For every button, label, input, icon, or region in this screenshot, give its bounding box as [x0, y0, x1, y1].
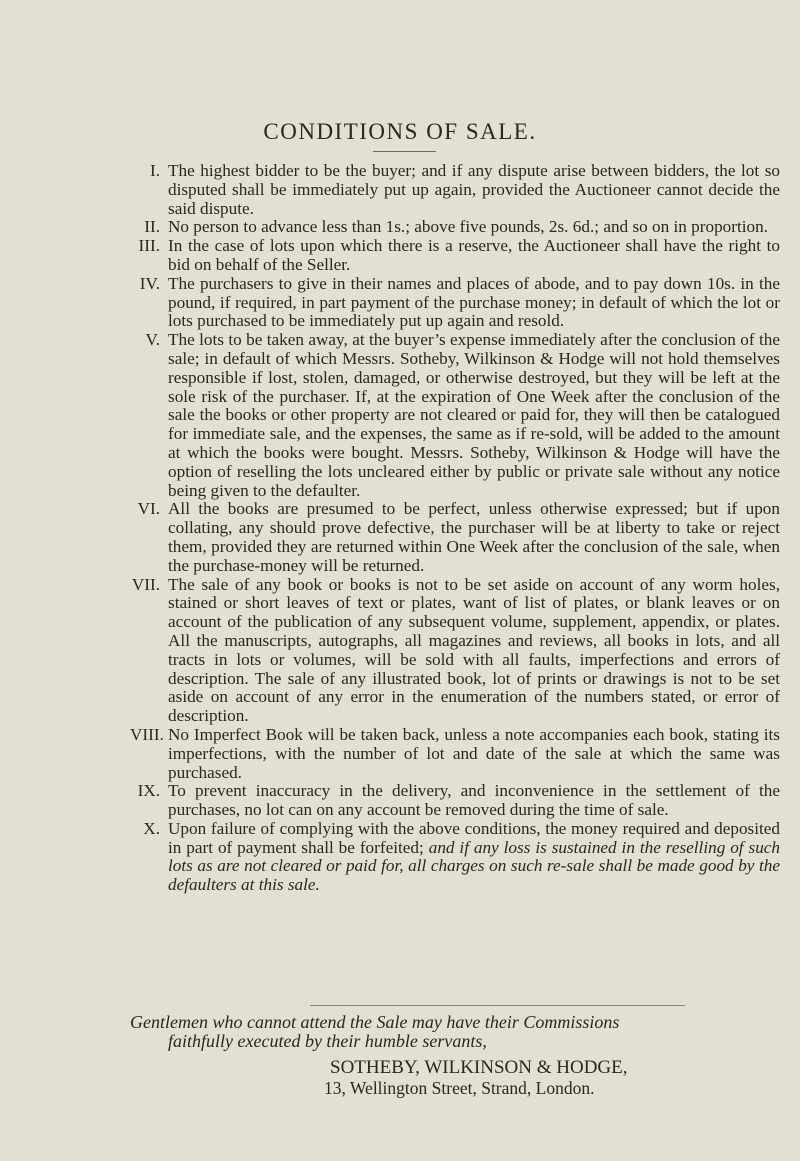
auctioneer-address: 13, Wellington Street, Strand, London.: [324, 1078, 595, 1098]
condition-text: The lots to be taken away, at the buyer’s expense immediately after the conclusion of the sale; in default of which Messrs. Sotheby, Wilkinson & Hodge will not hold themselves responsible if lost, stolen, damaged, or otherwise destroyed, but they will be left at the sole risk of the purchaser. If, at the expiration of One Week after the conclusion of the sale the books or other property are not cleared or paid for, they will then be catalogued for immediate sale, and the expenses, the same as if re-sold, will be added to the amount at which the books were bought. Messrs. Sotheby, Wilkinson & Hodge will have the option of reselling the lots uncleared either by public or private sale without any notice being given to the defaulter.: [168, 330, 780, 500]
closing-divider: [310, 1005, 685, 1006]
condition-text: The purchasers to give in their names and places of abode, and to pay down 10s. in the pound, if required, in part payment of the purchase money; in default of which the lot or lots purchased to be immediately put up again and resold.: [168, 273, 780, 331]
condition-item: [130, 576, 780, 726]
condition-text: No person to advance less than 1s.; above five pounds, 2s. 6d.; and so on in proportion.: [168, 217, 769, 237]
condition-text: No Imperfect Book will be taken back, unless a note accompanies each book, stating its imperfections, with the number of lot and date of the sale at which the same was purchased.: [168, 724, 780, 782]
condition-text: All the books are presumed to be perfect, unless otherwise expressed; but if upon collating, any should prove defective, the purchaser will be at liberty to take or reject them, provided they are returned within One Week after the conclusion of the sale, when the purchase-money will be returned.: [168, 499, 780, 575]
condition-text: To prevent inaccuracy in the delivery, and inconvenience in the settlement of the purchases, no lot can on any account be removed during the time of sale.: [168, 781, 780, 820]
condition-item: [130, 162, 780, 218]
condition-item: [130, 275, 780, 331]
title-divider: [373, 151, 436, 152]
condition-text: Upon failure of complying with the above conditions, the money required and deposited in part of payment shall be forfeited;: [168, 818, 780, 857]
condition-numeral: IV.: [139, 273, 160, 293]
condition-item: [130, 820, 780, 895]
commission-line-2: faithfully executed by their humble servants,: [168, 1031, 487, 1051]
condition-numeral: V.: [145, 330, 160, 350]
condition-item: [130, 726, 780, 782]
commission-line-1: Gentlemen who cannot attend the Sale may have their Commissions: [130, 1012, 620, 1032]
auctioneer-signature: SOTHEBY, WILKINSON & HODGE,: [330, 1057, 628, 1078]
condition-numeral: X.: [143, 818, 160, 838]
condition-text: The highest bidder to be the buyer; and if any dispute arise between bidders, the lot so disputed shall be immediately put up again, provided the Auctioneer cannot decide the said dispute.: [168, 161, 780, 218]
condition-item: [130, 782, 780, 820]
page-title: CONDITIONS OF SALE.: [263, 119, 537, 144]
condition-numeral: III.: [138, 236, 160, 256]
conditions-list: [130, 162, 780, 895]
condition-numeral: VI.: [137, 499, 160, 519]
closing-block: [130, 1013, 790, 1098]
condition-text: In the case of lots upon which there is a reserve, the Auctioneer shall have the right to bid on behalf of the Seller.: [168, 236, 780, 274]
condition-numeral: IX.: [137, 781, 160, 801]
condition-numeral: VIII.: [130, 724, 164, 744]
condition-numeral: VII.: [131, 574, 160, 594]
condition-item: [130, 218, 780, 237]
condition-numeral: II.: [144, 217, 160, 237]
condition-item: [130, 331, 780, 500]
commission-note: [130, 1013, 790, 1051]
condition-item: [130, 500, 780, 575]
condition-text: The sale of any book or books is not to be set aside on account of any worm holes, stained or short leaves of text or plates, want of list of plates, or blank leaves or on account of the publication of any subsequent volume, supplement, appendix, or plates. All the manuscripts, autographs, all magazines and reviews, all books in lots, and all tracts in lots or volumes, will be sold with all faults, imperfections and errors of description. The sale of any illustrated book, lot of prints or drawings is not to be set aside on account of any error in the enumeration of the numbers stated, or error of description.: [168, 574, 780, 726]
condition-item: [130, 237, 780, 275]
condition-numeral: I.: [149, 161, 160, 180]
condition-italic-text: and if any loss is sustained in the reselling of such lots as are not cleared or paid for, all charges on such re-sale shall be made good by the defaulters at this sale.: [168, 837, 781, 895]
